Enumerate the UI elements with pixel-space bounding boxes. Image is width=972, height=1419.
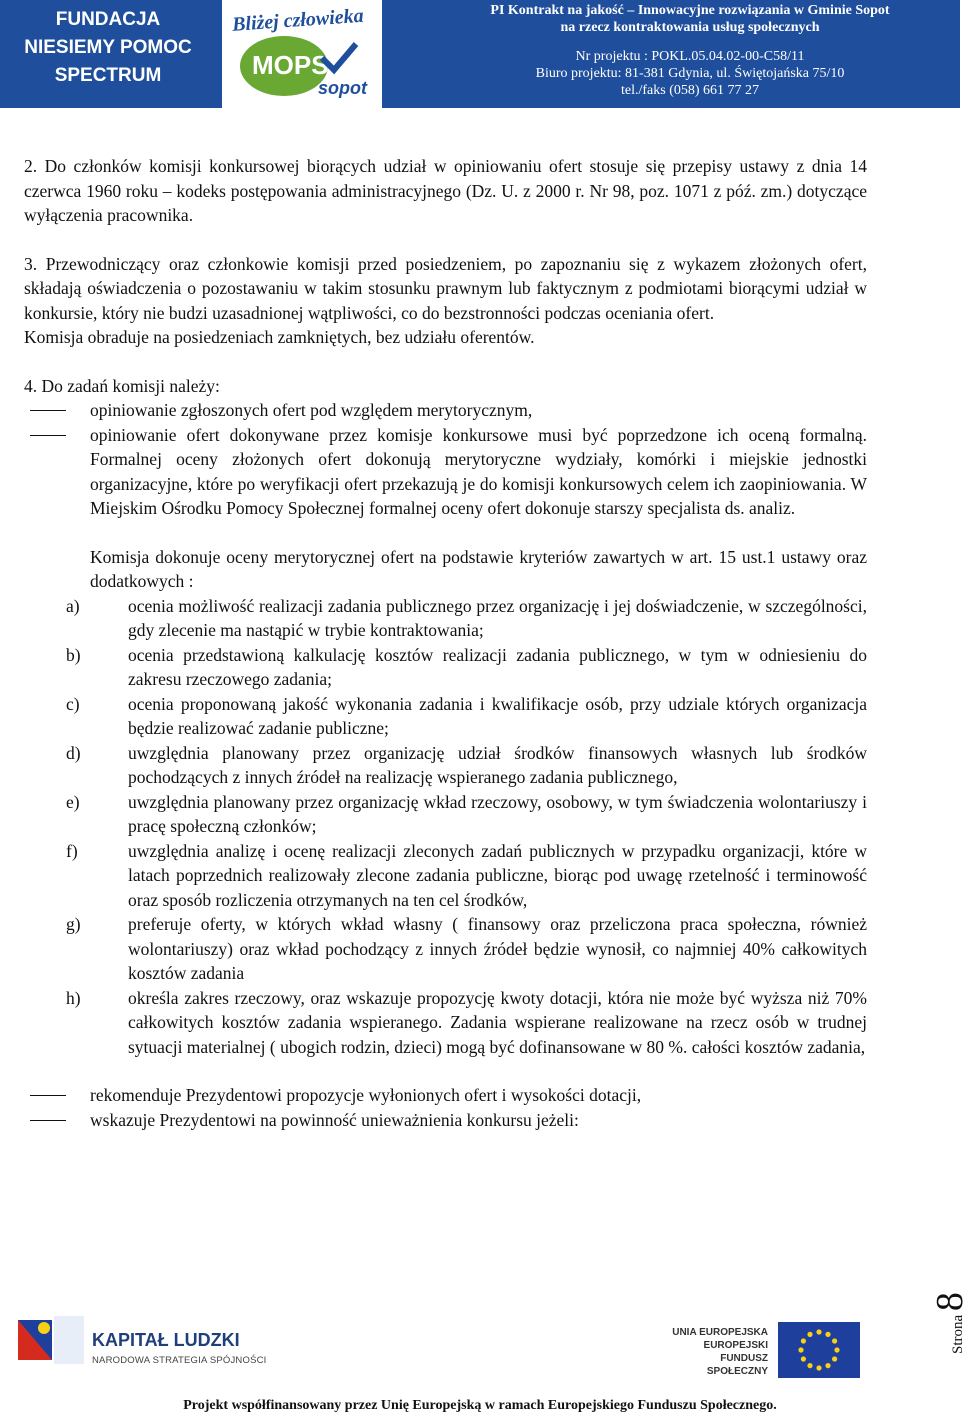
criteria-text: uwzględnia analizę i ocenę realizacji zleconych zadań publicznych w przypadku organizacji, które w latach poprzednich realizowały zlecone zadania publiczne, biorąc pod uwagę rzetelność i terminowość oraz sposób rozliczenia otrzymanych na ten cel środków, <box>128 840 867 910</box>
criteria-text: ocenia proponowaną jakość wykonania zadania i kwalifikacje osób, przy udziale których organizacja będzie realizować zadanie publiczne; <box>128 693 867 738</box>
mops-logo-graphic <box>222 0 382 108</box>
criteria-label: h) <box>66 987 81 1008</box>
task-item <box>24 398 867 423</box>
criteria-item <box>24 839 867 913</box>
org-line-2: NIESIEMY POMOC <box>24 37 192 58</box>
project-number: Nr projektu : POKL.05.04.02-00-C58/11 <box>575 49 805 64</box>
dash-bullet <box>30 1120 66 1121</box>
page-label: Strona <box>950 1314 966 1354</box>
kl-title: KAPITAŁ LUDZKI <box>92 1330 240 1350</box>
page-header <box>0 0 960 108</box>
criteria-text: ocenia możliwość realizacji zadania publicznego przez organizację i jej doświadczenie, w szczególności, gdy zlecenie ma nastąpić w trybie kontraktowania; <box>128 595 867 640</box>
project-office: Biuro projektu: 81-381 Gdynia, ul. Świętojańska 75/10 <box>535 66 845 81</box>
task-text: opiniowanie zgłoszonych ofert pod względem merytorycznym, <box>90 400 533 420</box>
task-text: wskazuje Prezydentowi na powinność unieważnienia konkursu jeżeli: <box>90 1109 579 1130</box>
project-title-2: na rzecz kontraktowania usług społecznych <box>560 20 820 35</box>
org-line-3: SPECTRUM <box>54 65 162 86</box>
project-phone: tel./faks (058) 661 77 27 <box>620 83 760 98</box>
paragraph-3b: Komisja obraduje na posiedzeniach zamkniętych, bez udziału oferentów. <box>24 327 535 347</box>
paragraph-2: 2. Do członków komisji konkursowej biorących udział w opiniowaniu ofert stosuje się przepisy ustawy z dnia 14 czerwca 1960 roku – kodeks postępowania administracyjnego (Dz. U. z 2000 r. Nr 98, poz. 1071 z póź. zm.) dotyczące wyłączenia pracownika. <box>24 156 867 225</box>
criteria-item <box>24 790 867 839</box>
kl-logo-light-icon <box>54 1316 84 1364</box>
paragraph-4: 4. Do zadań komisji należy: <box>24 375 220 396</box>
paragraph-3: 3. Przewodniczący oraz członkowie komisji przed posiedzeniem, po zapoznaniu się z wykazem złożonych ofert, składają oświadczenia o pozostawaniu w takim stosunku prawnym lub faktycznym z podmiotami biorącymi udział w konkursie, który nie budzi uzasadnionej wątpliwości, co do bezstronności podczas oceniania ofert. <box>24 253 867 323</box>
org-line-1: FUNDACJA <box>55 9 161 30</box>
kl-logo-star-icon <box>38 1322 50 1334</box>
criteria-item <box>24 741 867 790</box>
eu-stars-icon <box>778 1322 860 1378</box>
criteria-item <box>24 692 867 741</box>
criteria-text: ocenia przedstawioną kalkulację kosztów realizacji zadania publicznego, w tym w odniesieniu do zakresu rzeczowego zadania; <box>128 644 867 689</box>
task-item <box>24 423 867 521</box>
page-number-value: 8 <box>929 1292 971 1312</box>
kl-subtitle: NARODOWA STRATEGIA SPÓJNOŚCI <box>92 1355 267 1366</box>
eu-logo <box>660 1322 900 1382</box>
page-number <box>928 1266 971 1356</box>
criteria-item <box>24 986 867 1060</box>
logo-city: sopot <box>318 78 367 98</box>
criteria-label: c) <box>66 693 80 714</box>
criteria-label: b) <box>66 644 81 665</box>
criteria-label: e) <box>66 791 80 812</box>
eu-text-2: EUROPEJSKI <box>703 1340 768 1351</box>
cofinance-note: Projekt współfinansowany przez Unię Europejską w ramach Europejskiego Funduszu Społecznego. <box>183 1398 777 1413</box>
mops-logo <box>222 0 382 108</box>
page-number-rotated <box>928 1292 972 1354</box>
criteria-item <box>24 594 867 643</box>
criteria-list <box>24 594 867 1060</box>
project-info <box>420 2 960 99</box>
criteria-label: d) <box>66 742 81 763</box>
org-name <box>8 6 208 90</box>
criteria-intro: Komisja dokonuje oceny merytorycznej ofert na podstawie kryteriów zawartych w art. 15 ust.1 ustawy oraz dodatkowych : <box>90 546 867 591</box>
criteria-text: uwzględnia planowany przez organizację wkład rzeczowy, osobowy, w tym świadczenia wolontariuszy i pracę społeczną członków; <box>128 791 867 836</box>
criteria-item <box>24 643 867 692</box>
logo-slogan: Bliżej człowieka <box>231 4 365 36</box>
eu-text <box>660 1326 768 1378</box>
eu-text-1: UNIA EUROPEJSKA <box>672 1327 768 1338</box>
criteria-label: f) <box>66 840 78 861</box>
eu-text-3: FUNDUSZ SPOŁECZNY <box>706 1353 768 1377</box>
criteria-text: określa zakres rzeczowy, oraz wskazuje propozycję kwoty dotacji, która nie może być wyższa niż 70% całkowitych kosztów zadania wspieranego. Zadania wspierane realizowane na rzecz osób w trudnej sytuacji materialnej ( ubogich rodzin, dzieci) mogą być dofinansowane w 80 %. całości kosztów zadania, <box>128 987 867 1057</box>
criteria-text: preferuje oferty, w których wkład własny ( finansowy oraz przeliczona praca społeczna, również wolontariuszy) oraz wkład pochodzący z innych źródeł będzie wynosił, co najmniej 40% całkowitych kosztów zadania <box>128 914 867 983</box>
task-item <box>24 1083 867 1108</box>
criteria-text: uwzględnia planowany przez organizację udział środków finansowych własnych lub środków pochodzących z innych źródeł na realizację wspieranego zadania publicznego, <box>128 742 867 787</box>
eu-flag-icon <box>778 1322 860 1378</box>
task-item <box>24 1108 867 1133</box>
criteria-label: a) <box>66 595 80 616</box>
dash-bullet <box>30 410 66 411</box>
document-body <box>24 154 867 1132</box>
dash-bullet <box>30 1095 66 1096</box>
task-text: rekomenduje Prezydentowi propozycje wyłonionych ofert i wysokości dotacji, <box>90 1085 642 1105</box>
criteria-item <box>24 912 867 986</box>
task-text: opiniowanie ofert dokonywane przez komisje konkursowe musi być poprzedzone ich oceną formalną. Formalnej oceny złożonych ofert dokonują merytoryczne wydziały, komórki i miejskie jednostki organizacyjne, które po weryfikacji ofert przekazują je do komisji konkursowych celem ich zaopiniowania. W Miejskim Ośrodku Pomocy Społecznej formalnej oceny ofert dokonuje starszy specjalista ds. analiz. <box>90 424 867 518</box>
criteria-label: g) <box>66 914 81 934</box>
dash-bullet <box>30 435 66 436</box>
project-title-1: PI Kontrakt na jakość – Innowacyjne rozwiązania w Gminie Sopot <box>490 3 890 18</box>
logo-mops-text: MOPS <box>252 50 329 80</box>
